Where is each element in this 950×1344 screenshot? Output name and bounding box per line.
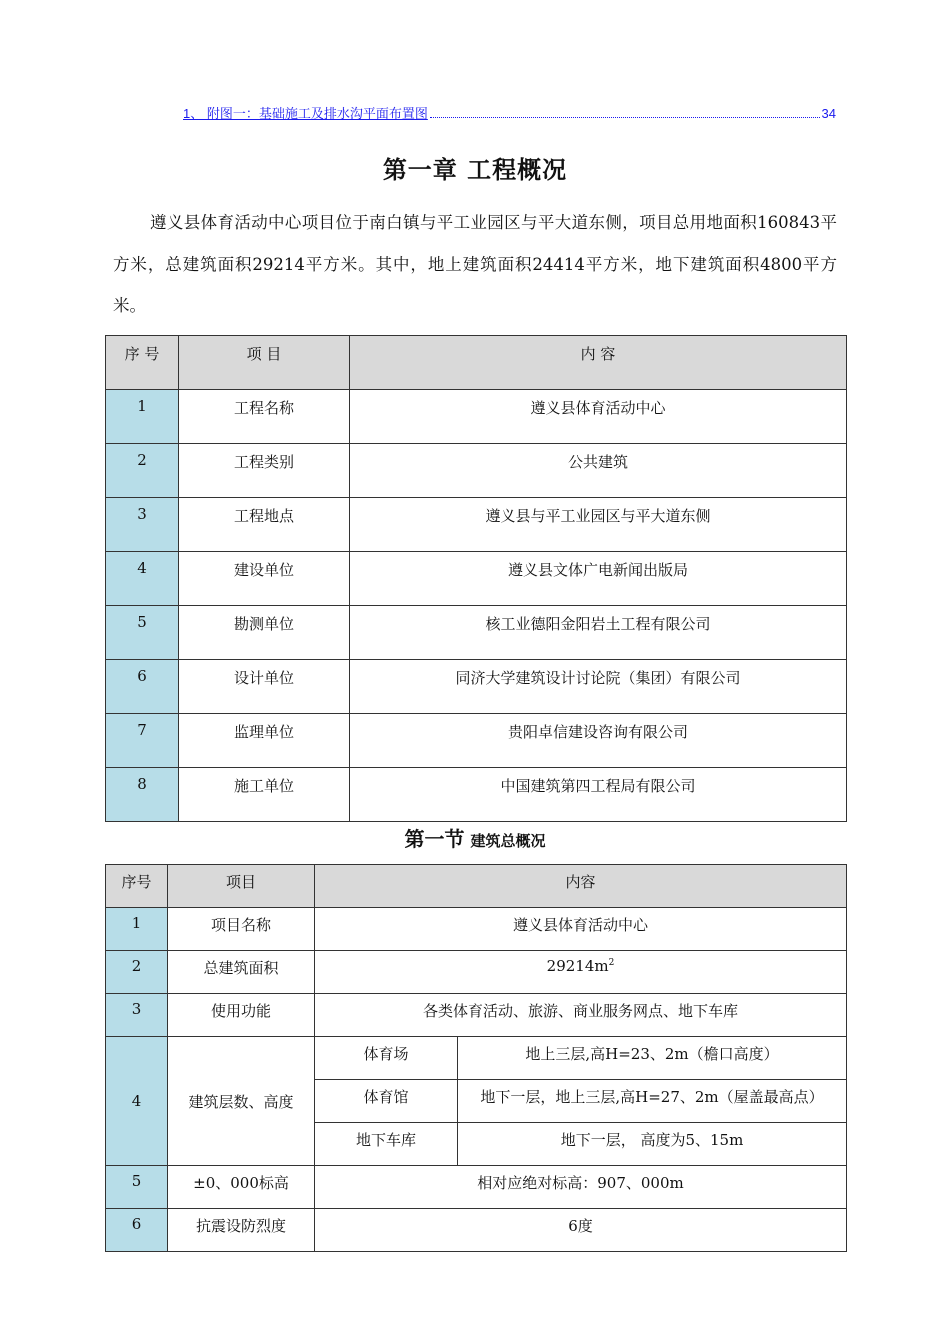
row-seq: 4 (106, 1037, 168, 1166)
row-item: 建筑层数、高度 (168, 1037, 315, 1166)
table-header-row (106, 336, 847, 390)
table-row (106, 908, 847, 951)
area-unit-exponent: 2 (608, 958, 615, 968)
intro-paragraph: 遵义县体育活动中心项目位于南白镇与平工业园区与平大道东侧，项目总用地面积160843平方米，总建筑面积29214平方米。其中，地上建筑面积24414平方米，地下建筑面积4800平方米。 (113, 213, 837, 315)
row-content: 贵阳卓信建设咨询有限公司 (350, 714, 847, 768)
table-row (106, 498, 847, 552)
sub-content: 地下一层， 高度为5、15m (458, 1123, 847, 1166)
project-info-table (105, 335, 847, 822)
row-content: 核工业德阳金阳岩土工程有限公司 (350, 606, 847, 660)
row-item: 抗震设防烈度 (168, 1209, 315, 1252)
table-row (106, 660, 847, 714)
row-seq: 3 (106, 498, 179, 552)
table-row (106, 994, 847, 1037)
row-content: 相对应绝对标高：907、000m (315, 1166, 847, 1209)
section-title-sub: 建筑总概况 (470, 832, 546, 850)
row-item: 建设单位 (179, 552, 350, 606)
row-item: 设计单位 (179, 660, 350, 714)
row-content: 遵义县体育活动中心 (350, 390, 847, 444)
table-row (106, 1166, 847, 1209)
row-content (315, 951, 847, 994)
table-row (106, 390, 847, 444)
table-row (106, 552, 847, 606)
table-row (106, 951, 847, 994)
row-content: 6度 (315, 1209, 847, 1252)
sub-content: 地上三层,高H=23、2m（檐口高度） (458, 1037, 847, 1080)
table-row (106, 1209, 847, 1252)
row-seq: 8 (106, 768, 179, 822)
table-row (106, 444, 847, 498)
toc-entry-page: 34 (821, 106, 836, 121)
header-item: 项 目 (179, 336, 350, 390)
row-seq: 5 (106, 606, 179, 660)
row-content: 各类体育活动、旅游、商业服务网点、地下车库 (315, 994, 847, 1037)
row-seq: 6 (106, 660, 179, 714)
toc-entry-link[interactable] (183, 103, 836, 122)
section-title-main: 第一节 (404, 827, 465, 851)
header-content: 内容 (315, 865, 847, 908)
header-seq: 序 号 (106, 336, 179, 390)
row-seq: 3 (106, 994, 168, 1037)
row-content: 遵义县与平工业园区与平大道东侧 (350, 498, 847, 552)
table-row (106, 714, 847, 768)
building-overview-table (105, 864, 847, 1252)
row-item: 监理单位 (179, 714, 350, 768)
header-item: 项目 (168, 865, 315, 908)
row-item: 工程类别 (179, 444, 350, 498)
table-header-row (106, 865, 847, 908)
row-seq: 6 (106, 1209, 168, 1252)
row-item: ±0、000标高 (168, 1166, 315, 1209)
row-content: 中国建筑第四工程局有限公司 (350, 768, 847, 822)
row-seq: 1 (106, 908, 168, 951)
sub-item: 体育场 (315, 1037, 458, 1080)
chapter-title: 第一章 工程概况 (382, 155, 568, 184)
sub-item: 地下车库 (315, 1123, 458, 1166)
row-item: 施工单位 (179, 768, 350, 822)
header-content: 内 容 (350, 336, 847, 390)
row-item: 工程地点 (179, 498, 350, 552)
row-item: 工程名称 (179, 390, 350, 444)
row-seq: 2 (106, 951, 168, 994)
toc-entry-label: 1、 附图一：基础施工及排水沟平面布置图 (183, 106, 428, 121)
row-content: 遵义县文体广电新闻出版局 (350, 552, 847, 606)
row-seq: 1 (106, 390, 179, 444)
row-seq: 4 (106, 552, 179, 606)
row-seq: 2 (106, 444, 179, 498)
row-item: 使用功能 (168, 994, 315, 1037)
row-seq: 7 (106, 714, 179, 768)
table-row (106, 1037, 847, 1080)
row-item: 总建筑面积 (168, 951, 315, 994)
row-item: 勘测单位 (179, 606, 350, 660)
toc-leader-dots (430, 106, 820, 118)
row-content: 同济大学建筑设计讨论院（集团）有限公司 (350, 660, 847, 714)
sub-item: 体育馆 (315, 1080, 458, 1123)
table-row (106, 768, 847, 822)
row-content: 公共建筑 (350, 444, 847, 498)
table-row (106, 606, 847, 660)
row-item: 项目名称 (168, 908, 315, 951)
section-title (0, 823, 950, 852)
row-content: 遵义县体育活动中心 (315, 908, 847, 951)
row-seq: 5 (106, 1166, 168, 1209)
area-value: 29214m (546, 957, 609, 975)
header-seq: 序号 (106, 865, 168, 908)
sub-content: 地下一层，地上三层,高H=27、2m（屋盖最高点） (458, 1080, 847, 1123)
